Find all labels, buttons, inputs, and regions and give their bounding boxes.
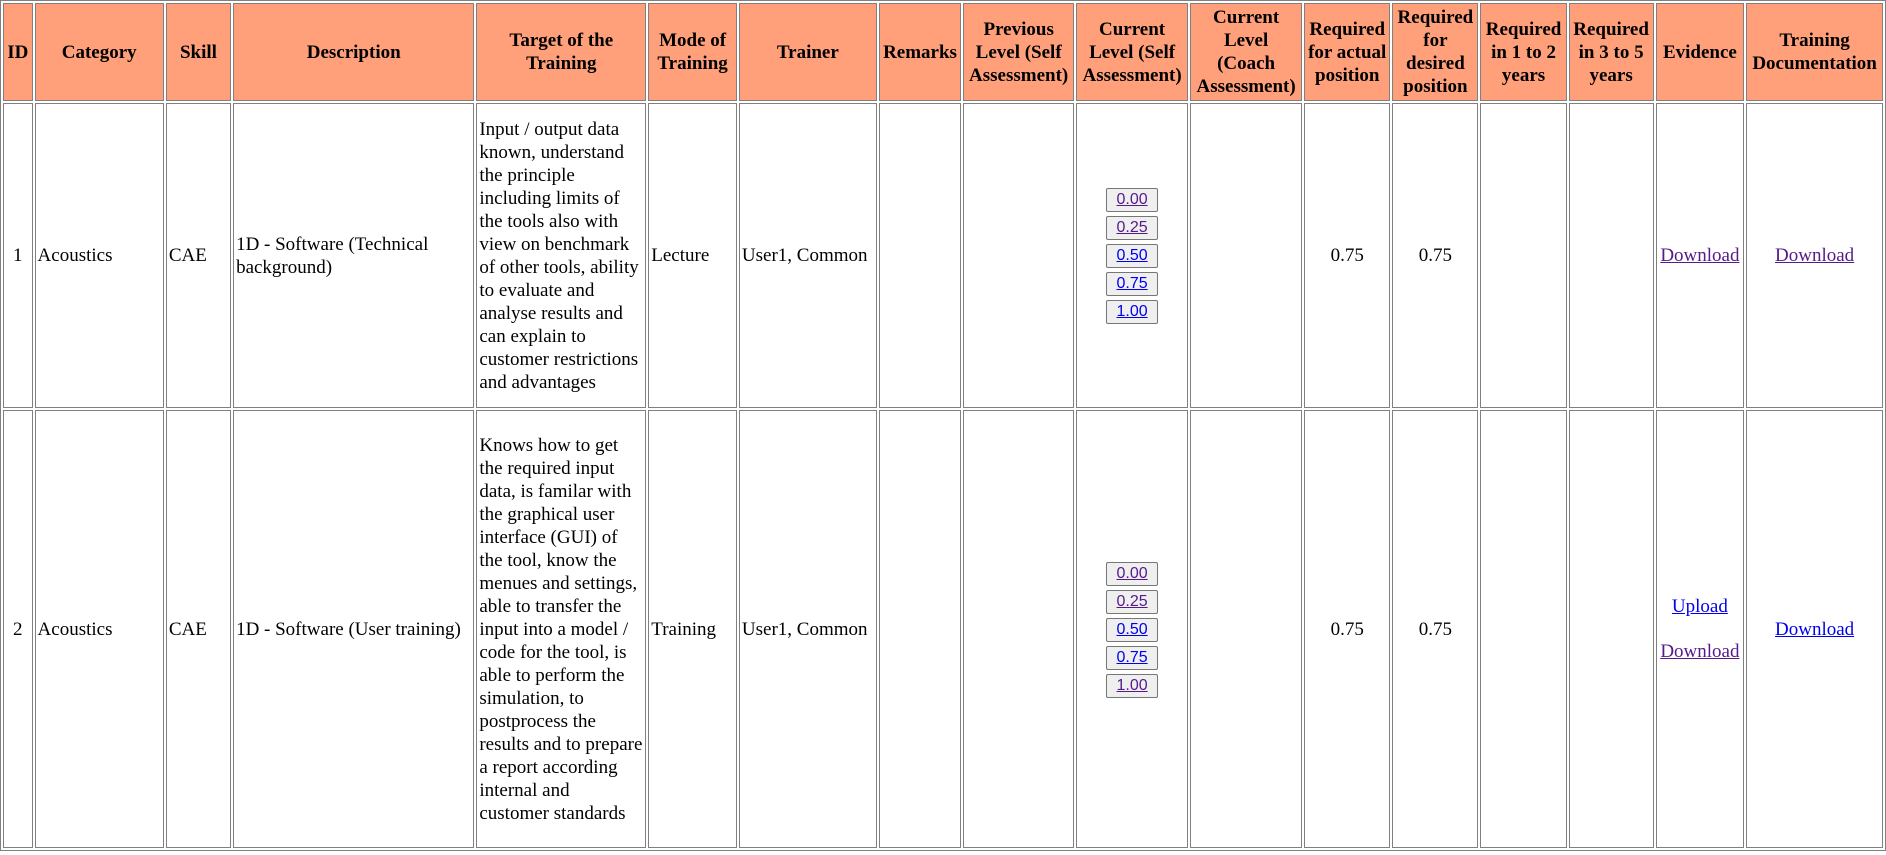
level-button-0-25[interactable]: 0.25 (1106, 216, 1158, 240)
header-previous-level: Previous Level (Self Assessment) (963, 3, 1074, 101)
cell-evidence (1656, 103, 1745, 408)
training-doc-download-link[interactable]: Download (1775, 618, 1855, 640)
level-button-0-25[interactable]: 0.25 (1106, 590, 1158, 614)
header-required-3-5: Required in 3 to 5 years (1569, 3, 1654, 101)
level-button-group (1106, 188, 1158, 324)
header-current-level-self: Current Level (Self Assessment) (1076, 3, 1188, 101)
header-evidence: Evidence (1656, 3, 1745, 101)
level-button-0-75[interactable]: 0.75 (1106, 646, 1158, 670)
cell-remarks (879, 410, 961, 848)
cell-description: 1D - Software (User training) (233, 410, 474, 848)
header-description: Description (233, 3, 474, 101)
header-required-actual: Required for actual position (1304, 3, 1390, 101)
cell-required-desired: 0.75 (1392, 103, 1478, 408)
cell-required-actual: 0.75 (1304, 103, 1390, 408)
cell-required-3-5 (1569, 103, 1654, 408)
header-category: Category (35, 3, 164, 101)
cell-category: Acoustics (35, 410, 164, 848)
cell-id: 2 (3, 410, 33, 848)
cell-trainer: User1, Common (739, 410, 877, 848)
header-trainer: Trainer (739, 3, 877, 101)
evidence-download-link[interactable]: Download (1660, 245, 1740, 266)
header-required-desired: Required for desired position (1392, 3, 1478, 101)
level-button-0-50[interactable]: 0.50 (1106, 244, 1158, 268)
table-row (3, 103, 1883, 408)
cell-previous-level (963, 410, 1074, 848)
training-doc-download-link[interactable]: Download (1775, 245, 1855, 266)
cell-current-level-self (1076, 103, 1188, 408)
cell-mode: Training (648, 410, 737, 848)
cell-target: Knows how to get the required input data, is familar with the graphical user interface (GUI) of the tool, know the menues and settings, able to transfer the input into a model / code for the tool, is able to perform the simulation, to postprocess the results and to prepare a report according internal and customer standards (476, 410, 646, 848)
header-row (3, 3, 1883, 101)
header-remarks: Remarks (879, 3, 961, 101)
header-mode: Mode of Training (648, 3, 737, 101)
cell-target: Input / output data known, understand the principle including limits of the tools also with view on benchmark of other tools, ability to evaluate and analyse results and can explain to customer restrictions and advantages (476, 103, 646, 408)
evidence-download-link[interactable]: Download (1660, 641, 1740, 662)
level-button-0-00[interactable]: 0.00 (1106, 562, 1158, 586)
header-target: Target of the Training (476, 3, 646, 101)
cell-category: Acoustics (35, 103, 164, 408)
level-button-0-50[interactable]: 0.50 (1106, 618, 1158, 642)
cell-training-doc (1746, 103, 1883, 408)
header-current-level-coach: Current Level (Coach Assessment) (1190, 3, 1302, 101)
header-training-doc: Training Documentation (1746, 3, 1883, 101)
cell-current-level-coach (1190, 103, 1302, 408)
cell-description: 1D - Software (Technical background) (233, 103, 474, 408)
cell-trainer: User1, Common (739, 103, 877, 408)
level-button-0-75[interactable]: 0.75 (1106, 272, 1158, 296)
evidence-links (1659, 595, 1742, 663)
evidence-upload-link[interactable]: Upload (1671, 596, 1728, 617)
header-required-1-2: Required in 1 to 2 years (1480, 3, 1566, 101)
cell-current-level-coach (1190, 410, 1302, 848)
cell-skill: CAE (166, 410, 231, 848)
cell-required-1-2 (1480, 410, 1566, 848)
level-button-1-00[interactable]: 1.00 (1106, 674, 1158, 698)
header-skill: Skill (166, 3, 231, 101)
level-button-0-00[interactable]: 0.00 (1106, 188, 1158, 212)
cell-previous-level (963, 103, 1074, 408)
cell-current-level-self (1076, 410, 1188, 848)
cell-evidence (1656, 410, 1745, 848)
cell-remarks (879, 103, 961, 408)
cell-required-actual: 0.75 (1304, 410, 1390, 848)
level-button-1-00[interactable]: 1.00 (1106, 300, 1158, 324)
cell-mode: Lecture (648, 103, 737, 408)
cell-training-doc (1746, 410, 1883, 848)
header-id: ID (3, 3, 33, 101)
cell-id: 1 (3, 103, 33, 408)
table-row (3, 410, 1883, 848)
level-button-group (1106, 562, 1158, 698)
cell-required-1-2 (1480, 103, 1566, 408)
cell-skill: CAE (166, 103, 231, 408)
cell-required-desired: 0.75 (1392, 410, 1478, 848)
cell-required-3-5 (1569, 410, 1654, 848)
